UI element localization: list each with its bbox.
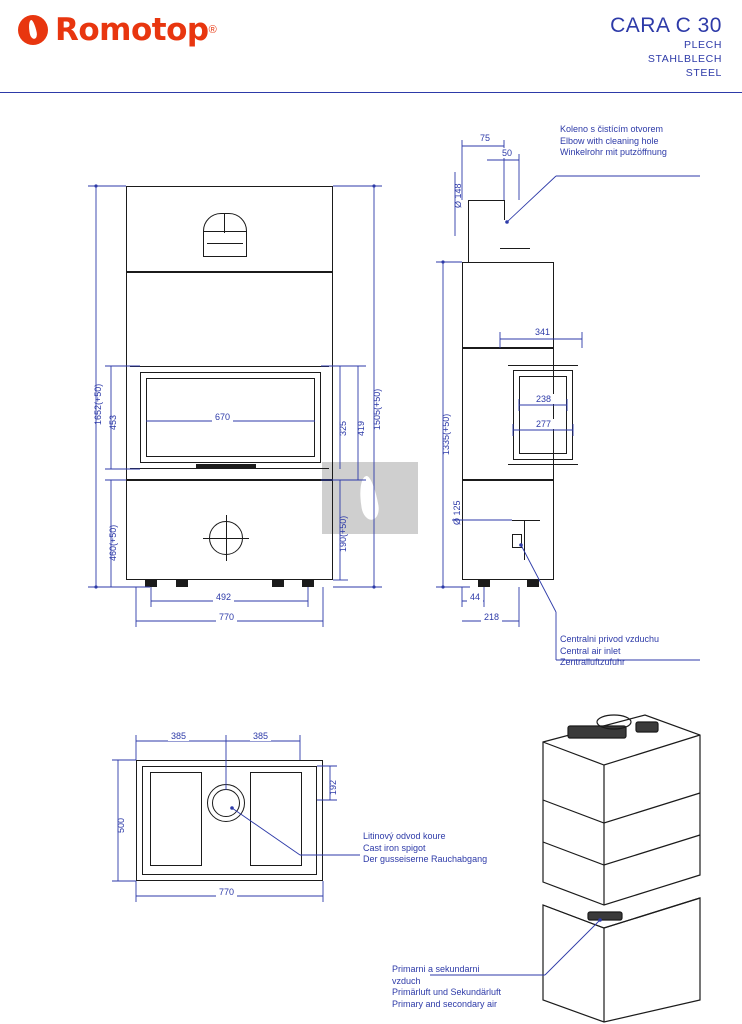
front-foot-left: [145, 580, 157, 587]
side-air-inlet-tube-v: [524, 520, 525, 560]
air-callout-line-2: vzduch: [392, 975, 421, 986]
central-air-inlet-callout: [560, 634, 659, 669]
drawing-title-block: [610, 14, 722, 80]
side-air-inlet-tube-h: [512, 520, 540, 521]
dim-spigot-offset: 192: [328, 779, 338, 795]
plan-grille-right: [250, 772, 302, 866]
front-glass-top-frame: [130, 366, 329, 367]
dim-foot-offset: 44: [467, 592, 483, 602]
side-elbow-body-2: [468, 200, 469, 262]
dim-plan-width: 770: [216, 887, 237, 897]
dim-flue-offset2: 50: [499, 148, 515, 158]
header-divider: [0, 92, 742, 93]
dim-overall-width: 770: [216, 612, 237, 622]
brand-logo: [18, 12, 217, 48]
side-foot-left: [478, 580, 490, 587]
front-glass-bottom-frame: [130, 468, 329, 469]
air-callout-line-1: Primarni a sekundarni: [392, 964, 480, 974]
side-foot-right: [527, 580, 539, 587]
front-flue-line-1: [203, 231, 247, 232]
front-handle-cross-v: [226, 515, 227, 561]
elbow-callout-line-3: Winkelrohr mit putzöffnung: [560, 147, 667, 157]
dim-flue-diameter: Ø 148: [453, 183, 463, 208]
dim-left-half: 385: [168, 731, 189, 741]
air-inlet-callout-line-1: Centralni privod vzduchu: [560, 634, 660, 644]
dim-side-total-height: 1335(+50): [441, 413, 451, 455]
dim-glass-width: 670: [212, 412, 233, 422]
air-inlet-callout-line-3: Zentralluftzufuhr: [560, 657, 626, 667]
dim-right-total: 1505(+50): [372, 388, 382, 430]
front-foot-right: [302, 580, 314, 587]
side-air-inlet-box: [512, 534, 522, 548]
spigot-callout-line-3: Der gusseiserne Rauchabgang: [363, 854, 488, 864]
front-flue-symbol: [203, 213, 247, 257]
front-hearth-bar: [196, 464, 256, 468]
dim-plan-depth: 500: [116, 817, 126, 833]
dim-depth-base: 218: [481, 612, 502, 622]
dim-right-small: 325: [338, 420, 348, 436]
primary-secondary-air-callout: [392, 964, 501, 1010]
side-glass-inner: [519, 376, 567, 454]
air-callout-line-4: Primary and secondary air: [392, 998, 498, 1009]
side-glass-bottom-frame: [508, 464, 578, 465]
dim-right-inner: 419: [356, 420, 366, 436]
sheet-header: [0, 0, 742, 92]
side-base-box: [462, 480, 554, 580]
subtitle-line-1: PLECH: [683, 39, 722, 51]
spigot-callout-line-2: Cast iron spigot: [363, 842, 426, 853]
side-elbow-body-1: [468, 200, 504, 201]
page-title: CARA C 30: [610, 14, 722, 37]
dim-right-half: 385: [250, 731, 271, 741]
side-glass-top-frame: [508, 365, 578, 366]
dim-glass-depth: 238: [533, 394, 554, 404]
dim-air-inlet-diameter: Ø 125: [452, 500, 462, 525]
spigot-callout-line-1: Litinový odvod koure: [363, 831, 446, 841]
dim-overall-height: 1652(+50): [93, 383, 103, 425]
front-flue-stem: [224, 213, 225, 233]
subtitle-line-3: STEEL: [685, 67, 722, 79]
dim-inner-depth: 277: [533, 419, 554, 429]
dim-right-base: 190(+50): [338, 515, 348, 552]
elbow-callout: [560, 124, 667, 159]
brand-name: Romotop: [55, 12, 209, 48]
dim-flue-offset: 75: [477, 133, 493, 143]
dim-body-depth: 341: [532, 327, 553, 337]
side-elbow-body-3: [504, 200, 505, 220]
front-foot-mid-left: [176, 580, 188, 587]
watermark-logo: [322, 462, 418, 534]
plan-grille-left: [150, 772, 202, 866]
dim-glass-height: 453: [108, 414, 118, 430]
plan-spigot-circle-inner: [212, 789, 240, 817]
subtitle-line-2: STAHLBLECH: [647, 53, 722, 65]
brand-registered-mark: ®: [208, 24, 217, 36]
cast-iron-spigot-callout: [363, 831, 487, 866]
elbow-callout-line-2: Elbow with cleaning hole: [560, 135, 659, 146]
dim-base-height: 460(+50): [108, 524, 118, 561]
flame-icon: [18, 15, 48, 45]
front-flue-line-2: [207, 243, 243, 244]
air-inlet-callout-line-2: Central air inlet: [560, 645, 621, 656]
front-foot-mid-right: [272, 580, 284, 587]
dim-leg-width: 492: [213, 592, 234, 602]
air-callout-line-3: Primärluft und Sekundärluft: [392, 987, 502, 997]
elbow-callout-line-1: Koleno s čistícím otvorem: [560, 124, 664, 134]
side-elbow-cleanout: [500, 248, 530, 249]
